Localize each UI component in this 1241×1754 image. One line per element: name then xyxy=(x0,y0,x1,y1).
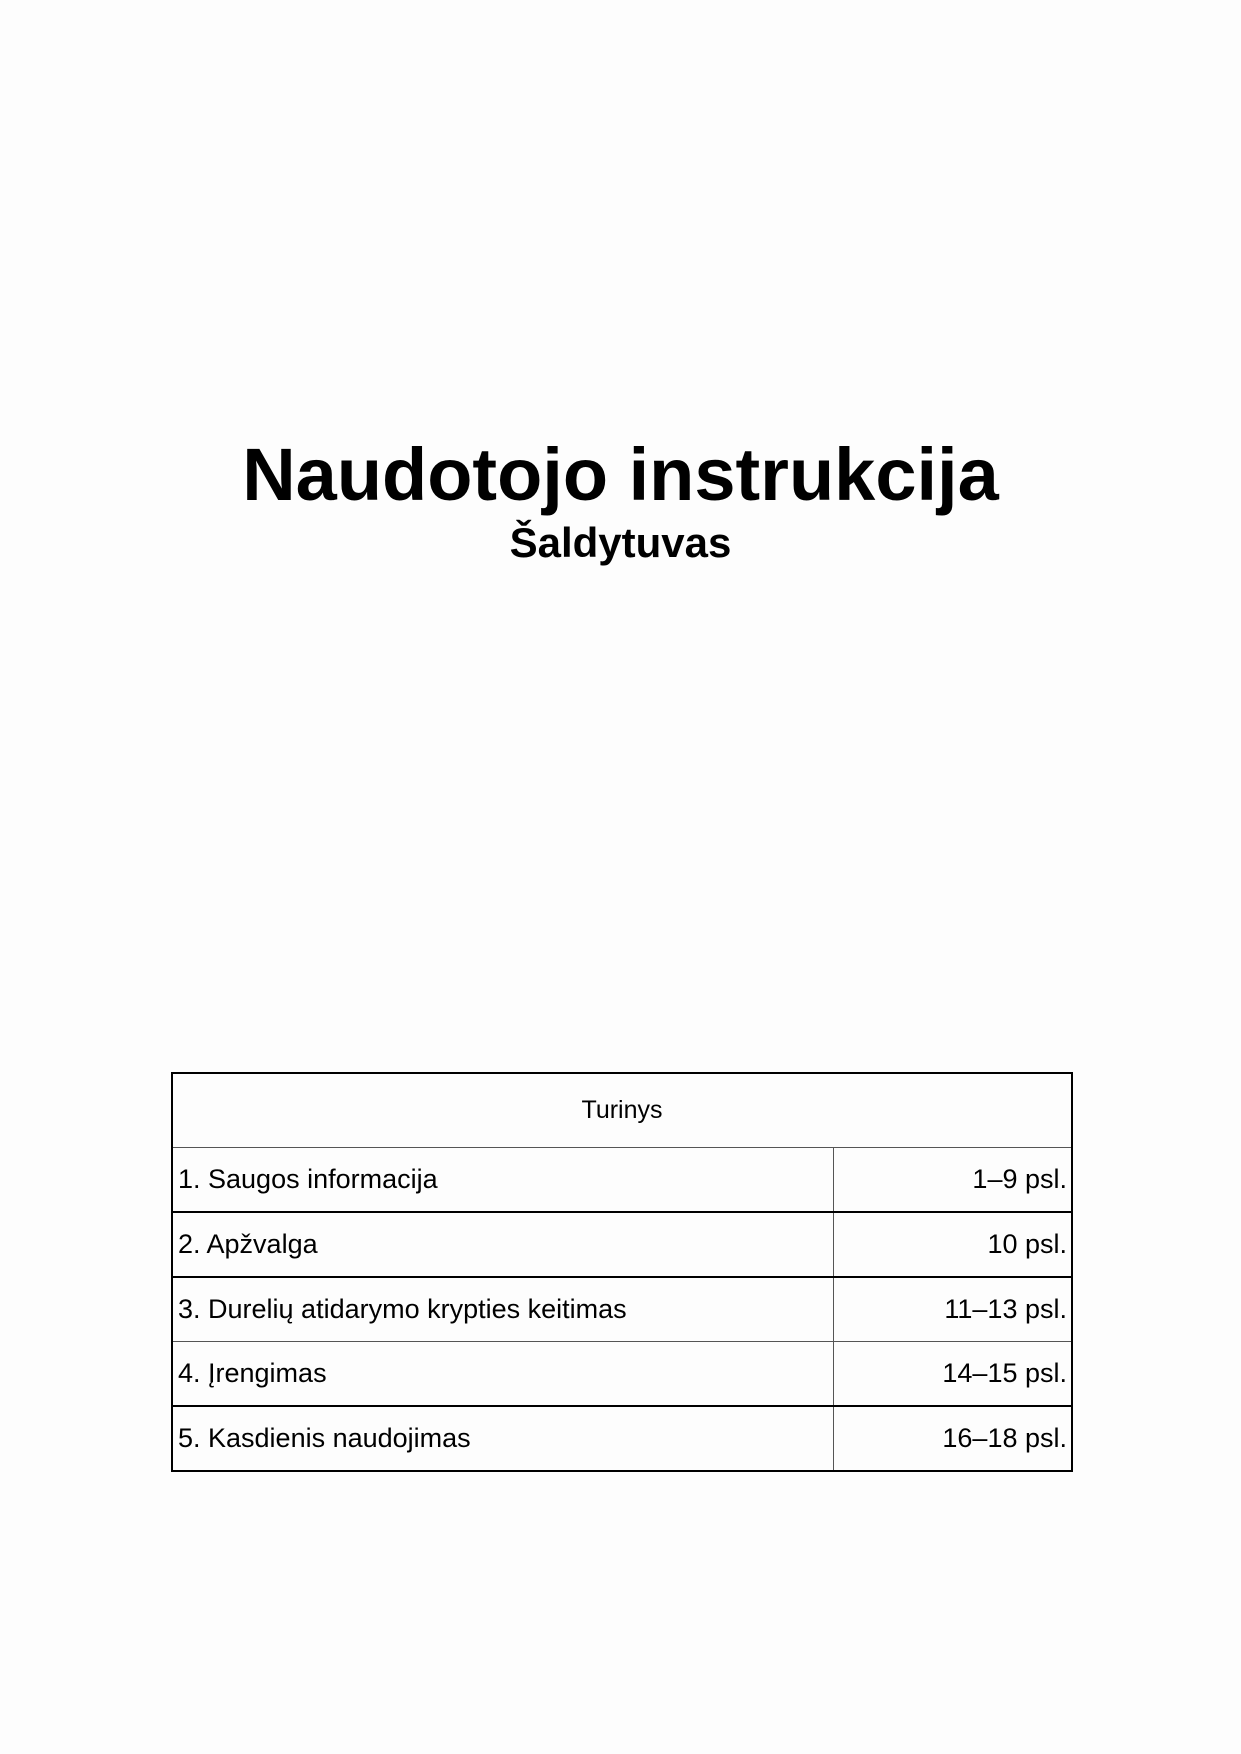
toc-heading: Turinys xyxy=(173,1074,1071,1148)
toc-row-label: 3. Durelių atidarymo krypties keitimas xyxy=(173,1278,834,1341)
toc-row xyxy=(173,1276,1071,1341)
document-title: Naudotojo instrukcija xyxy=(242,433,999,516)
toc-row xyxy=(173,1148,1071,1211)
toc-row-pages: 11–13 psl. xyxy=(944,1294,1067,1324)
toc-row-label: 4. Įrengimas xyxy=(173,1342,834,1405)
toc-row xyxy=(173,1211,1071,1276)
toc-row-label: 5. Kasdienis naudojimas xyxy=(173,1407,834,1470)
toc-row-pages: 16–18 psl. xyxy=(942,1423,1067,1453)
title-block xyxy=(0,432,1241,568)
table-of-contents xyxy=(171,1072,1073,1472)
document-subtitle: Šaldytuvas xyxy=(509,519,732,566)
toc-row-pages: 1–9 psl. xyxy=(972,1164,1067,1194)
toc-row-pages: 10 psl. xyxy=(987,1229,1067,1259)
toc-row-label: 2. Apžvalga xyxy=(173,1213,834,1276)
toc-row xyxy=(173,1341,1071,1405)
toc-row-pages: 14–15 psl. xyxy=(942,1358,1067,1388)
toc-row xyxy=(173,1405,1071,1470)
toc-row-label: 1. Saugos informacija xyxy=(173,1148,834,1211)
